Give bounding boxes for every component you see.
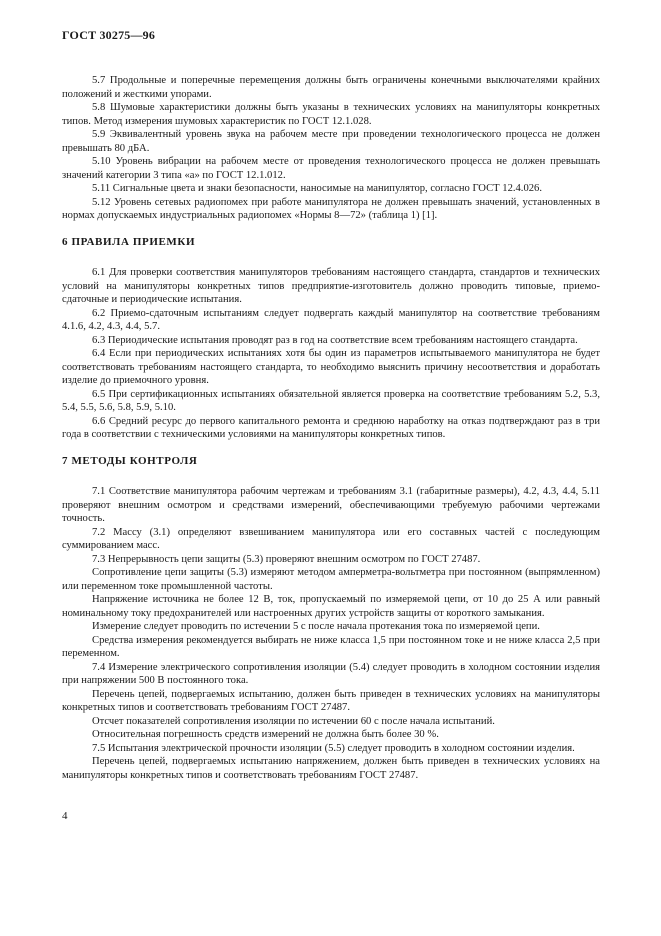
section-heading: 6 ПРАВИЛА ПРИЕМКИ [62, 235, 196, 248]
paragraph: 6.3 Периодические испытания проводят раз в год на соответствие всем требованиям настоящего стандарта. [92, 334, 578, 346]
paragraph: 5.8 Шумовые характеристики должны быть указаны в технических условиях на манипуляторы конкретных типов. Метод измерения шумовых характеристик по ГОСТ 12.1.028. [62, 102, 600, 127]
paragraph: 6.6 Средний ресурс до первого капитального ремонта и среднюю наработку на отказ подтверждают раз в три года в соответствии с техническими условиями на манипуляторы конкретных типов. [62, 415, 600, 440]
paragraph: 7.2 Массу (3.1) определяют взвешиванием манипулятора или его составных частей с последующим суммированием масс. [62, 526, 600, 551]
paragraph: Напряжение источника не более 12 В, ток, пропускаемый по измеряемой цепи, от 10 до 25 А или равный номинальному току предохранителей или настроенных других устройств защиты от короткого замыкания. [62, 594, 600, 619]
paragraph: 6.1 Для проверки соответствия манипуляторов требованиям настоящего стандарта, стандартов и технических условий на манипуляторы конкретных типов предприятие-изготовитель должно проводить типовые, приемо-сдаточные и периодические испытания. [62, 267, 600, 305]
paragraph: Относительная погрешность средств измерений не должна быть более 30 %. [92, 729, 439, 740]
paragraph: 7.1 Соответствие манипулятора рабочим чертежам и требованиям 3.1 (габаритные размеры), 4.2, 4.3, 4.4, 5.11 проверяют внешним осмотром и средствами измерений, обеспечивающими требуемую рабочими чертежами точность. [62, 486, 600, 524]
paragraph: Отсчет показателей сопротивления изоляции по истечении 60 с после начала испытаний. [92, 715, 495, 727]
paragraph: 7.5 Испытания электрической прочности изоляции (5.5) следует проводить в холодном состоянии изделия. [92, 742, 575, 754]
paragraph: 7.4 Измерение электрического сопротивления изоляции (5.4) следует проводить в холодном состоянии изделия при напряжении 500 В постоянного тока. [62, 661, 600, 686]
document-header: ГОСТ 30275—96 [62, 28, 156, 42]
paragraph: 7.3 Непрерывность цепи защиты (5.3) проверяют внешним осмотром по ГОСТ 27487. [92, 553, 481, 565]
page-number: 4 [62, 810, 68, 822]
paragraph: 6.4 Если при периодических испытаниях хотя бы один из параметров испытываемого манипулятора не будет соответствовать требованиям настоящего стандарта, то необходимо выяснить причину несоответствия и доработать изделие до приемочного уровня. [62, 348, 600, 386]
paragraph: 6.5 При сертификационных испытаниях обязательной является проверка на соответствие требованиям 5.2, 5.3, 5.4, 5.5, 5.6, 5.8, 5.9, 5.10. [62, 388, 600, 413]
paragraph: 5.10 Уровень вибрации на рабочем месте от проведения технологического процесса не должен превышать значений категории 3 типа «а» по ГОСТ 12.1.012. [62, 156, 600, 181]
paragraph: 5.9 Эквивалентный уровень звука на рабочем месте при проведении технологического процесса не должен превышать 80 дБА. [62, 129, 600, 154]
paragraph: 5.11 Сигнальные цвета и знаки безопасности, наносимые на манипулятор, согласно ГОСТ 12.4.026. [92, 183, 542, 194]
document-body [62, 74, 600, 782]
paragraph: Перечень цепей, подвергаемых испытанию, должен быть приведен в технических условиях на манипуляторы конкретных типов и соответствовать требованиям ГОСТ 27487. [62, 688, 600, 713]
paragraph: 5.7 Продольные и поперечные перемещения должны быть ограничены конечными выключателями крайних положений и жесткими упорами. [62, 75, 600, 100]
paragraph: Измерение следует проводить по истечении 5 с после начала протекания тока по измеряемой цепи. [92, 621, 540, 632]
paragraph: 5.12 Уровень сетевых радиопомех при работе манипулятора не должен превышать значений, установленных в нормах допускаемых индустриальных радиопомех «Нормы 8—72» (таблица 1) [1]. [62, 196, 600, 221]
paragraph: Сопротивление цепи защиты (5.3) измеряют методом амперметра-вольтметра при постоянном (выпрямленном) или переменном токе промышленной частоты. [62, 567, 600, 592]
section-heading: 7 МЕТОДЫ КОНТРОЛЯ [62, 454, 198, 467]
paragraph: 6.2 Приемо-сдаточным испытаниям следует подвергать каждый манипулятор на соответствие требованиям 4.1.6, 4.2, 4.3, 4.4, 5.7. [62, 307, 600, 332]
paragraph: Средства измерения рекомендуется выбирать не ниже класса 1,5 при постоянном токе и не ниже класса 2,5 при переменном. [62, 634, 600, 659]
paragraph: Перечень цепей, подвергаемых испытанию напряжением, должен быть приведен в технических условиях на манипуляторы конкретных типов и соответствовать требованиям ГОСТ 27487. [62, 756, 600, 781]
